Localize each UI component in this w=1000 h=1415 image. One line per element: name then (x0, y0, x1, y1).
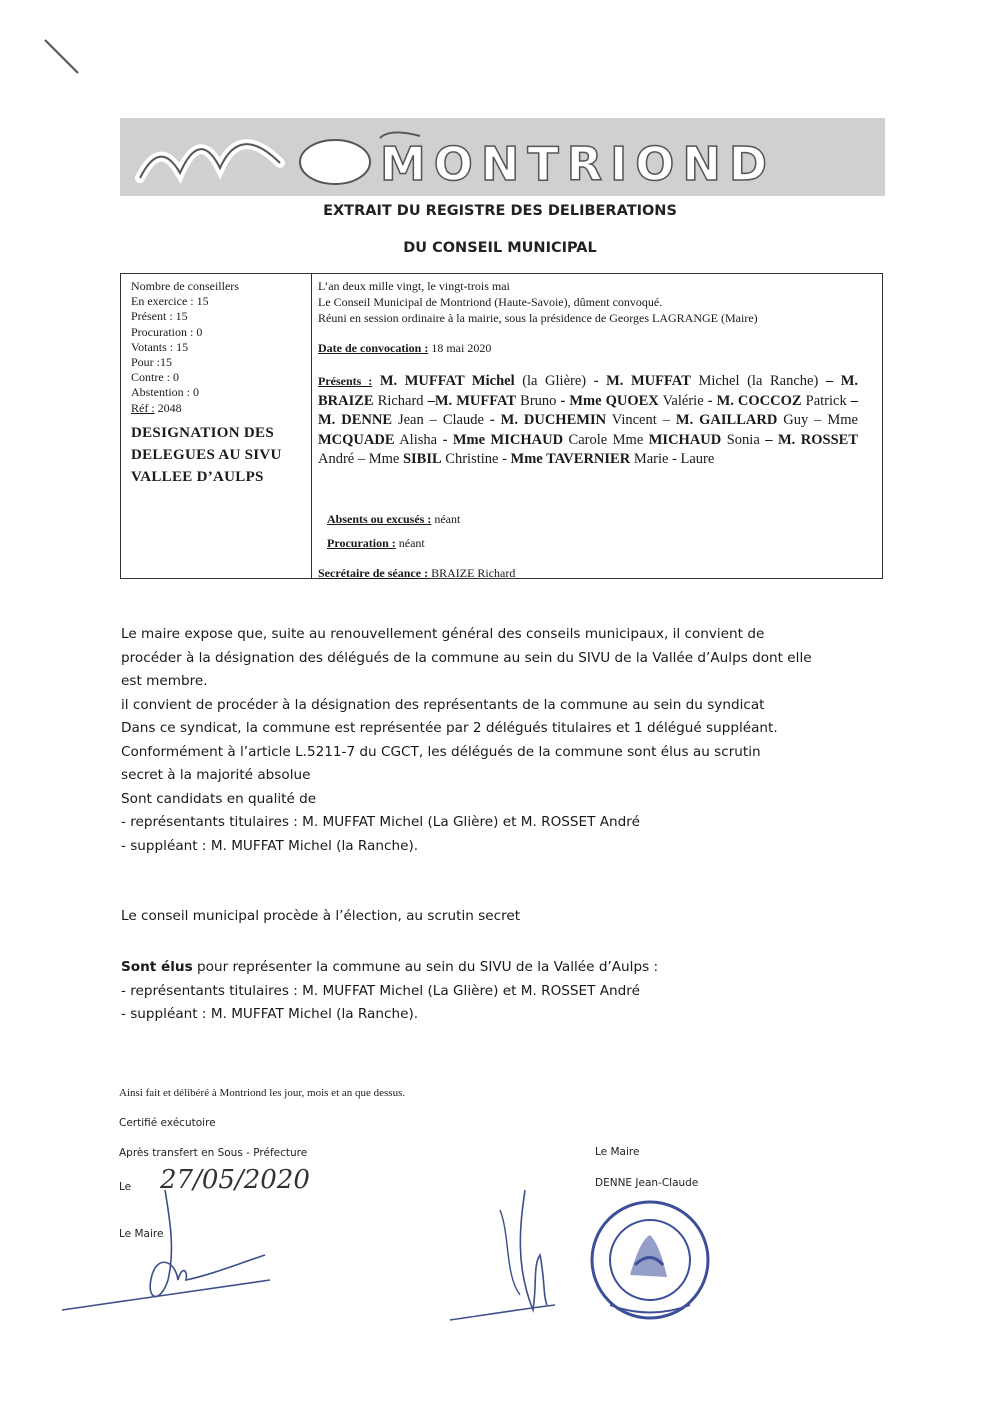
present-member-name: - Mme MICHAUD (442, 431, 564, 448)
ref-label: Réf : (131, 400, 155, 415)
subject-line: DELEGUES AU SIVU (131, 447, 282, 463)
body-line: Le maire expose que, suite au renouvellement général des conseils municipaux, il convient de (121, 626, 765, 642)
secretaire-label: Secrétaire de séance : (318, 566, 429, 580)
secretaire-value: BRAIZE Richard (428, 566, 516, 580)
present-member-name: Mme TAVERNIER (510, 451, 631, 467)
stat-line: Nombre de conseillers (131, 279, 239, 293)
present-member-name: - M. DUCHEMIN (489, 412, 607, 428)
elected-section (121, 956, 891, 1027)
present-member-name: MCQUADE (318, 431, 395, 448)
present-member-name: SIBIL (402, 451, 442, 467)
mayor-name: DENNE Jean-Claude (595, 1177, 699, 1189)
present-member-detail: Jean – Claude (392, 412, 490, 428)
absents-value: néant (431, 512, 461, 526)
present-member-name: MICHAUD (648, 431, 722, 448)
present-member-detail: Valérie (658, 392, 708, 409)
present-member-name: –M. MUFFAT (427, 392, 517, 409)
body-line: Dans ce syndicat, la commune est représentée par 2 délégués titulaires et 1 délégué suppléant. (121, 720, 778, 736)
scan-mark (40, 35, 90, 80)
secretaire-line (318, 566, 515, 581)
procuration-value: néant (395, 536, 425, 550)
town-hall-stamp (585, 1195, 715, 1325)
present-member-name: - M. MUFFAT (593, 373, 691, 389)
document-subtitle: DU CONSEIL MUNICIPAL (403, 240, 597, 256)
presents-label: Présents : (318, 374, 373, 388)
stat-line: Contre : 0 (131, 370, 179, 385)
body-line: - représentants titulaires : M. MUFFAT Michel (La Glière) et M. ROSSET André (121, 982, 640, 999)
ref-line (131, 401, 239, 416)
closing-statement: Ainsi fait et délibéré à Montriond les jour, mois et an que dessus. (119, 1087, 406, 1099)
stat-line: Votants : 15 (131, 339, 189, 354)
left-signature (60, 1180, 280, 1320)
council-stats (131, 279, 239, 416)
table-divider (311, 273, 312, 579)
present-member-detail: Michel (la Ranche) (690, 373, 826, 389)
presents-names (318, 373, 858, 467)
present-member-detail: Guy – Mme (777, 412, 858, 428)
procuration-line (327, 536, 425, 551)
handwritten-date: 27/05/2020 (160, 1165, 310, 1195)
present-member-name: M. GAILLARD (675, 412, 778, 428)
body-line: est membre. (121, 673, 208, 689)
present-member-name: – M. ROSSET (765, 431, 858, 448)
montriond-logo-icon (120, 118, 885, 196)
date-prefix: Le (119, 1181, 132, 1193)
body-line: procéder à la désignation des délégués de la commune au sein du SIVU de la Vallée d’Aulps dont elle (121, 649, 812, 666)
present-member-detail: André – Mme (318, 451, 403, 467)
present-member-name: - M. COCCOZ (707, 392, 802, 409)
body-line: il convient de procéder à la désignation des représentants de la commune au sein du syndicat (121, 696, 765, 713)
elected-line (121, 956, 891, 980)
present-member-name: – M. BRAIZE (318, 373, 858, 409)
stat-line: Présent : 15 (131, 309, 188, 324)
stat-line: Procuration : 0 (131, 324, 203, 339)
present-member-detail: Carole Mme (563, 431, 649, 448)
convocation-line (318, 341, 491, 356)
present-member-name: – M. DENNE (318, 392, 859, 428)
subject-line: DESIGNATION DES (131, 425, 275, 441)
present-member-detail: Richard (373, 392, 428, 409)
ref-value: 2048 (154, 400, 182, 415)
present-member-name: - Mme QUOEX (560, 392, 659, 409)
body-line: Conformément à l’article L.5211-7 du CGCT, les délégués de la commune sont élus au scrutin (121, 743, 761, 760)
procuration-label: Procuration : (327, 536, 396, 550)
body-paragraphs (121, 623, 891, 858)
present-member-detail: Marie - Laure (630, 451, 715, 467)
present-member-detail: Sonia (721, 431, 766, 448)
present-member-name: M. MUFFAT Michel (372, 373, 515, 389)
body-line: Le conseil municipal procède à l’élection, au scrutin secret (121, 908, 521, 924)
body-line: secret à la majorité absolue (121, 767, 311, 783)
present-member-detail: Patrick (801, 392, 851, 409)
deliberation-subject (131, 422, 306, 488)
present-member-detail: Vincent – (606, 412, 676, 428)
right-maire-label: Le Maire (595, 1146, 640, 1158)
montriond-banner (120, 118, 885, 196)
subject-line: VALLEE D’AULPS (131, 469, 264, 485)
logo-text: MONTRIOND (380, 137, 776, 191)
absents-label: Absents ou excusés : (327, 512, 432, 526)
certified-label: Certifié exécutoire (119, 1117, 216, 1129)
stat-line: Abstention : 0 (131, 385, 199, 400)
body-line: - suppléant : M. MUFFAT Michel (la Ranche). (121, 837, 419, 854)
stat-line: Pour :15 (131, 355, 173, 370)
stat-line: En exercice : 15 (131, 294, 209, 309)
body-line: - suppléant : M. MUFFAT Michel (la Ranche). (121, 1006, 419, 1022)
convocation-date: 18 mai 2020 (428, 341, 492, 355)
elected-bold: Sont élus (121, 959, 193, 975)
convocation-label: Date de convocation : (318, 341, 429, 355)
transfer-label: Après transfert en Sous - Préfecture (119, 1147, 308, 1159)
body-line: Sont candidats en qualité de (121, 790, 317, 807)
present-member-detail: Christine - (441, 451, 511, 467)
present-member-detail: (la Glière) (514, 373, 594, 389)
intro-line: L’an deux mille vingt, le vingt-trois mai (318, 279, 510, 293)
present-member-detail: Bruno (516, 392, 561, 409)
body-line: - représentants titulaires : M. MUFFAT Michel (La Glière) et M. ROSSET André (121, 814, 640, 830)
left-maire-label: Le Maire (119, 1228, 164, 1240)
intro-line: Réuni en session ordinaire à la mairie, sous la présidence de Georges LAGRANGE (Maire) (318, 311, 758, 325)
document-title: EXTRAIT DU REGISTRE DES DELIBERATIONS (323, 203, 677, 219)
presents-list (318, 372, 858, 470)
present-member-detail: Alisha (394, 431, 443, 448)
intro-line: Le Conseil Municipal de Montriond (Haute-Savoie), dûment convoqué. (318, 295, 663, 309)
elected-rest: pour représenter la commune au sein du SIVU de la Vallée d’Aulps : (192, 959, 659, 975)
absents-line (327, 512, 460, 527)
